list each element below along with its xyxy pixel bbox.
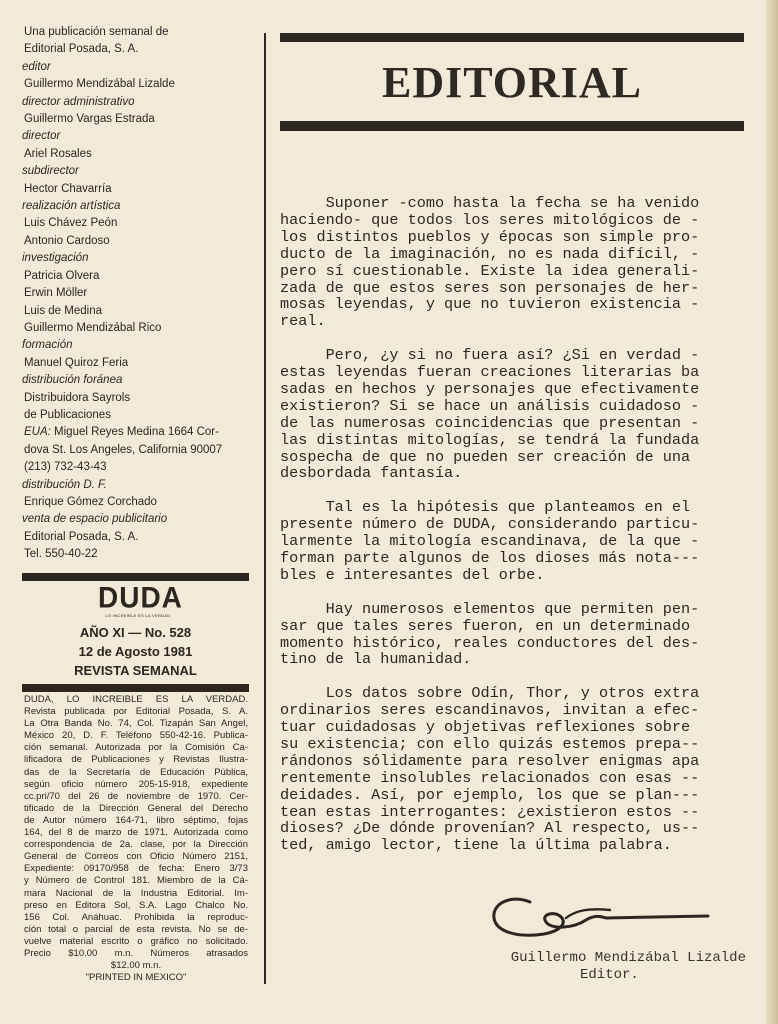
editorial-line: Suponer -como hasta la fecha se ha venido bbox=[280, 194, 700, 212]
editorial-line: sar que tales seres fueron, en un determinado bbox=[280, 616, 691, 635]
editorial-line: desbordada fantasía. bbox=[280, 464, 463, 483]
editorial-paragraph bbox=[280, 195, 744, 330]
credit-role: formación bbox=[22, 339, 73, 352]
legal-line: México 20, D. F. Teléfono 550-42-16. Publica- bbox=[24, 730, 248, 742]
editorial-paragraph bbox=[280, 499, 744, 584]
masthead-divider bbox=[22, 573, 249, 581]
duda-logo-tagline: LO INCREIBLE ES LA VERDAD bbox=[105, 613, 171, 618]
credit-role: distribución D. F. bbox=[22, 478, 107, 491]
legal-line: 156 Col. Anáhuac. Prohibida la reproduc- bbox=[24, 911, 248, 923]
editorial-line: ted, amigo lector, tiene la última palabra. bbox=[280, 836, 672, 855]
credit-role: subdirector bbox=[22, 165, 79, 178]
editorial-line: real. bbox=[280, 312, 326, 331]
editorial-line: Los datos sobre Odín, Thor, y otros extra bbox=[280, 684, 700, 703]
legal-line: vuelve material escrito o gráfico no solicitado. bbox=[24, 935, 248, 947]
editorial-line: rentemente insolubles relacionados con esas -- bbox=[280, 768, 700, 787]
credit-role: investigación bbox=[22, 252, 89, 265]
credit-line: Guillermo Mendizábal Lizalde bbox=[24, 78, 175, 91]
credit-role: realización artística bbox=[22, 200, 121, 213]
credit-line: Tel. 550-40-22 bbox=[24, 548, 98, 561]
legal-line: Expediente: 09170/958 de fecha: Enero 3/73 bbox=[24, 863, 248, 875]
credit-line: Luis de Medina bbox=[24, 304, 102, 317]
title-rule-top bbox=[280, 33, 744, 42]
editorial-line: sadas en hechos y personajes que efectivamente bbox=[280, 379, 700, 398]
credit-line: Hector Chavarría bbox=[24, 182, 112, 195]
credit-role: venta de espacio publicitario bbox=[22, 513, 168, 526]
credit-line: Ariel Rosales bbox=[24, 147, 92, 160]
legal-line: Precio $10.00 m.n. Números atrasados bbox=[24, 947, 248, 959]
credit-role: editor bbox=[22, 60, 51, 73]
legal-line: lificadora de Publicaciones y Revistas Ilustra- bbox=[24, 754, 248, 766]
editorial-line: ordinarios seres escandinavos, invitan a efec- bbox=[280, 701, 700, 720]
credit-line: Una publicación semanal de bbox=[24, 26, 169, 38]
editorial-line: ducto de la imaginación, no es nada difícil, - bbox=[280, 244, 700, 263]
credit-line: de Publicaciones bbox=[24, 408, 111, 421]
editorial-line: las distintas mitologías, se tendrá la fundada bbox=[280, 430, 700, 449]
issue-date: 12 de Agosto 1981 bbox=[78, 644, 193, 659]
legal-line: General de Correos con Oficio Número 2151, bbox=[24, 851, 248, 863]
editorial-body bbox=[280, 195, 744, 871]
column-divider bbox=[264, 33, 266, 984]
credit-line: Editorial Posada, S. A. bbox=[24, 43, 139, 56]
issue-number: AÑO XI — No. 528 bbox=[79, 625, 192, 640]
credit-line: Luis Chávez Peón bbox=[24, 217, 118, 230]
editorial-line: haciendo- que todos los seres mitológicos de - bbox=[280, 210, 700, 229]
editorial-line: forman parte algunos de los dioses más nota--- bbox=[280, 549, 700, 567]
editorial-line: estas leyendas fueran creaciones literarias ba bbox=[280, 363, 700, 382]
credit-eua-label: EUA: bbox=[24, 426, 51, 439]
credit-line: Manuel Quiroz Feria bbox=[24, 356, 129, 369]
duda-logo bbox=[98, 581, 183, 618]
legal-line: La Otra Banda No. 74, Col. Tizapán San Angel, bbox=[24, 718, 248, 730]
legal-line: ción semanal. Autorizada por la Comisión Ca- bbox=[24, 742, 248, 754]
legal-line: cc.pri/70 del 26 de noviembre de 1970. Cer- bbox=[24, 790, 248, 802]
legal-line: correspondencia de 2a. clase, por la Dirección bbox=[24, 839, 248, 851]
duda-logo-word: DUDA bbox=[98, 581, 183, 614]
editorial-line: mosas leyendas, y que no tuvieron existencia - bbox=[280, 295, 700, 314]
editorial-line: pero sí cuestionable. Existe la idea generali- bbox=[280, 261, 700, 280]
editorial-line: rándonos sólidamente para resolver enigmas apa bbox=[280, 751, 700, 770]
credit-role: director bbox=[22, 130, 61, 143]
editorial-line: los distintos pueblos y épocas son simple pro- bbox=[280, 227, 700, 246]
legal-line: $12.00 m.n. bbox=[110, 960, 162, 972]
page-edge-shadow bbox=[766, 0, 778, 1024]
credit-line: Enrique Gómez Corchado bbox=[24, 495, 157, 508]
credit-line: Editorial Posada, S. A. bbox=[24, 530, 139, 543]
editorial-line: su existencia; con ello quizás estemos prepa-- bbox=[280, 734, 700, 753]
legal-line: mara Nacional de la Industria Editorial. Im- bbox=[24, 887, 248, 899]
legal-line: DUDA, LO INCREIBLE ES LA VERDAD. bbox=[24, 694, 248, 705]
legal-line: das de la Secretaría de Educación Pública, bbox=[24, 766, 248, 778]
editorial-line: Hay numerosos elementos que permiten pen- bbox=[280, 599, 700, 618]
credit-line: Erwin Möller bbox=[24, 287, 88, 300]
credit-line: Guillermo Mendizábal Rico bbox=[24, 321, 162, 334]
editorial-line: Tal es la hipótesis que planteamos en el bbox=[280, 498, 691, 517]
credit-line: (213) 732-43-43 bbox=[24, 461, 107, 474]
credit-line: dova St. Los Angeles, California 90007 bbox=[24, 443, 223, 456]
editorial-paragraph bbox=[280, 347, 744, 482]
legal-line: y Número de Control 181. Miembro de la Cá- bbox=[24, 875, 248, 887]
credit-line: Guillermo Vargas Estrada bbox=[24, 113, 155, 126]
editorial-title: EDITORIAL bbox=[381, 58, 643, 107]
legal-line: "PRINTED IN MEXICO" bbox=[85, 972, 187, 984]
editorial-paragraph bbox=[280, 685, 744, 854]
editorial-line: tean estas interrogantes: ¿existieron estos -- bbox=[280, 802, 700, 821]
signature-role: Editor. bbox=[580, 967, 639, 983]
credit-line: Distribuidora Sayrols bbox=[24, 391, 131, 404]
editorial-paragraph bbox=[280, 601, 744, 669]
credit-role: distribución foránea bbox=[22, 374, 123, 387]
editorial-line: larmente la mitología escandinava, de la que - bbox=[280, 532, 700, 551]
editorial-line: momento histórico, reales conductores del des- bbox=[280, 633, 700, 652]
editorial-line: deidades. Así, por ejemplo, los que se plan--- bbox=[280, 785, 700, 804]
editorial-line: presente número de DUDA, considerando particu- bbox=[280, 515, 700, 534]
legal-line: 164, del 8 de marzo de 1971. Autorizada como bbox=[24, 827, 248, 839]
legal-line: ción total o parcial de esta revista. No se de- bbox=[24, 923, 248, 935]
legal-notice bbox=[24, 694, 248, 984]
title-rule-bottom bbox=[280, 121, 744, 131]
editorial-line: bles e interesantes del orbe. bbox=[280, 565, 545, 584]
editorial-line: dioses? ¿De dónde provenían? Al respecto, us-- bbox=[280, 819, 700, 838]
legal-line: preso en Editora Sol, S.A. Lago Chalco No. bbox=[24, 899, 248, 911]
signature-name: Guillermo Mendizábal Lizalde bbox=[510, 950, 746, 966]
editorial-line: de las numerosas coincidencias que presentan - bbox=[280, 413, 700, 432]
credit-line: Antonio Cardoso bbox=[24, 234, 110, 247]
issue-frequency: REVISTA SEMANAL bbox=[74, 663, 197, 678]
credit-role: director administrativo bbox=[22, 95, 135, 108]
legal-divider bbox=[22, 684, 249, 692]
editorial-line: tuar cuidadosas y objetivas reflexiones sobre bbox=[280, 718, 691, 737]
handwritten-signature bbox=[490, 888, 710, 946]
editorial-line: sospecha de que no pueden ser creación de una bbox=[280, 447, 691, 466]
legal-line: tificado de la Dirección General del Derecho bbox=[24, 802, 248, 814]
editorial-line: zada de que estos seres son personajes de her- bbox=[280, 278, 700, 297]
editorial-line: Pero, ¿y si no fuera así? ¿Si en verdad - bbox=[280, 346, 700, 365]
editorial-line: tino de la humanidad. bbox=[280, 650, 472, 669]
editorial-line: existieron? Si se hace un análisis cuidadoso - bbox=[280, 396, 700, 415]
masthead-credits bbox=[22, 24, 254, 564]
legal-line: de Autor número 164-71, libro séptimo, fojas bbox=[24, 814, 248, 826]
legal-line: Revista publicada por Editorial Posada, S. A. bbox=[24, 706, 248, 718]
credit-line: Patricia Olvera bbox=[24, 269, 100, 282]
credit-line: EUA: Miguel Reyes Medina 1664 Cor- bbox=[24, 426, 219, 439]
legal-line: según oficio número 205-15-918, expediente bbox=[24, 778, 248, 790]
